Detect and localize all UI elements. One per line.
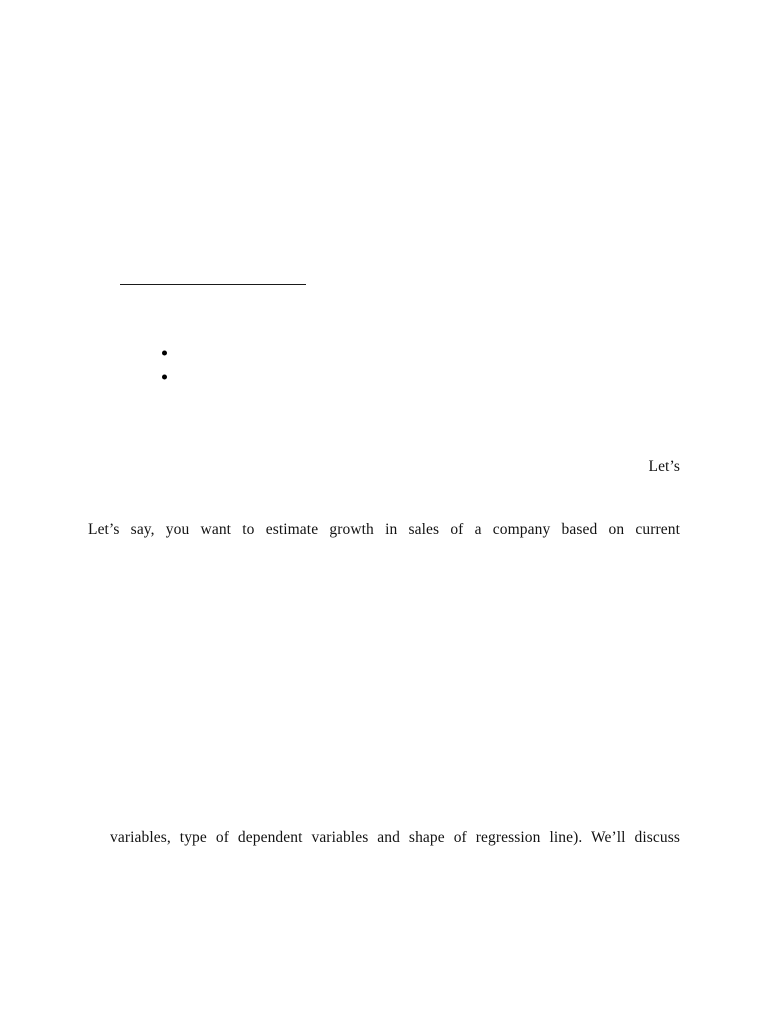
horizontal-rule	[120, 284, 306, 285]
bullet-dot-icon	[162, 351, 167, 356]
paragraph-lets: Let’s	[648, 458, 680, 475]
list-item	[162, 341, 562, 365]
bullet-list	[162, 341, 562, 389]
paragraph-variables: variables, type of dependent variables and shape of regression line). We’ll discuss	[110, 829, 680, 846]
list-item	[162, 365, 562, 389]
bullet-dot-icon	[162, 375, 167, 380]
paragraph-sales: Let’s say, you want to estimate growth in sales of a company based on current	[88, 521, 680, 538]
page-content	[88, 0, 680, 1024]
